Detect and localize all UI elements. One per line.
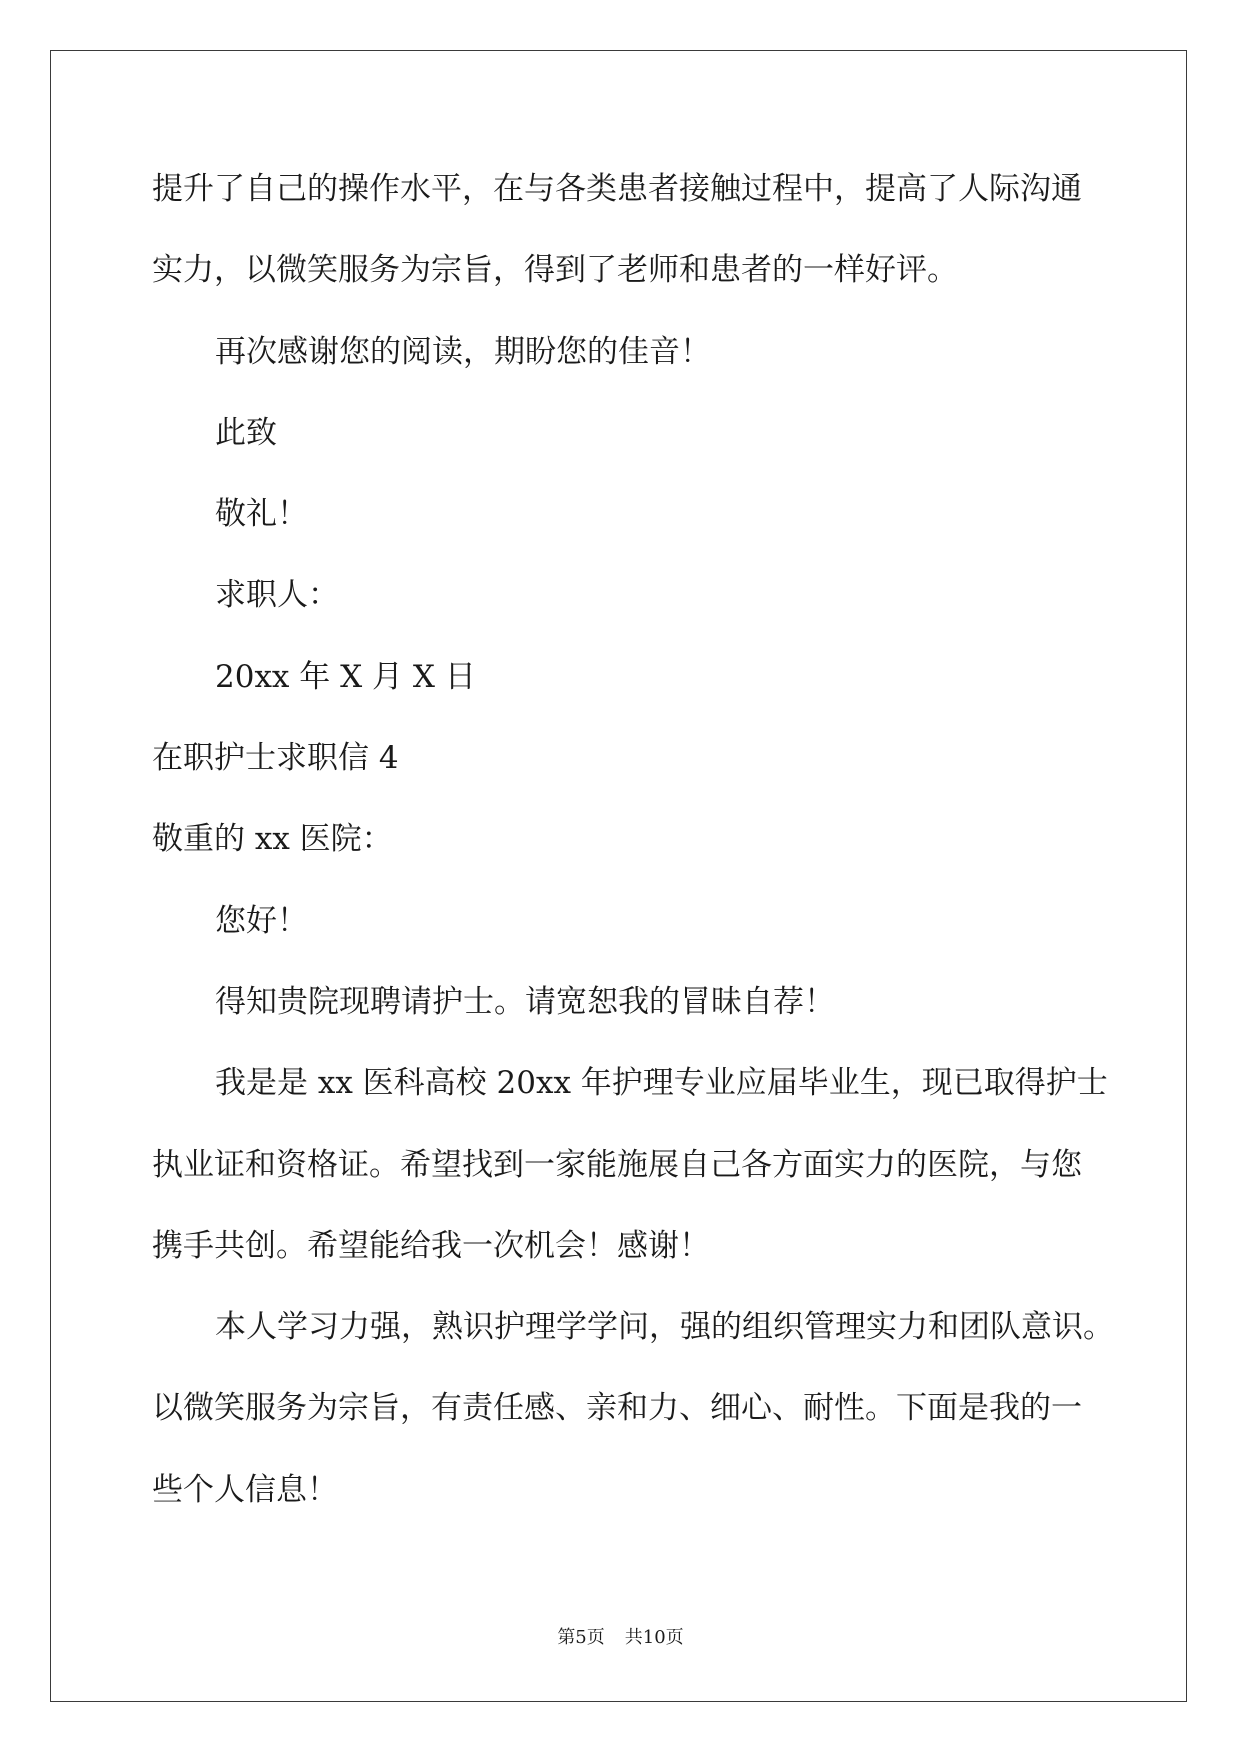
closing-thanks: 再次感谢您的阅读，期盼您的佳音！ [215, 333, 711, 370]
date-line: 20xx 年 X 月 X 日 [215, 658, 476, 695]
page-number: 第5页 [557, 1627, 605, 1648]
body-line: 些个人信息！ [152, 1471, 338, 1508]
greeting-line: 您好！ [215, 902, 308, 939]
page-total: 共10页 [624, 1627, 684, 1648]
recipient-line: 敬重的 xx 医院： [152, 821, 393, 858]
body-line: 我是是 xx 医科高校 20xx 年护理专业应届毕业生，现已取得护士 [215, 1065, 1108, 1102]
page-footer [0, 1626, 1241, 1650]
body-line: 以微笑服务为宗旨，有责任感、亲和力、细心、耐性。下面是我的一 [152, 1390, 1082, 1427]
body-line: 携手共创。希望能给我一次机会！感谢！ [152, 1227, 710, 1264]
signature-line: 求职人： [215, 577, 339, 614]
body-line: 得知贵院现聘请护士。请宽恕我的冒昧自荐！ [215, 983, 835, 1020]
section-title: 在职护士求职信 4 [152, 740, 399, 777]
salutation-line: 此致 [215, 414, 277, 451]
document-body [152, 149, 1152, 1531]
body-line: 本人学习力强，熟识护理学学问，强的组织管理实力和团队意识。 [215, 1309, 1114, 1346]
salutation-line: 敬礼！ [215, 496, 308, 533]
body-line: 提升了自己的操作水平，在与各类患者接触过程中，提高了人际沟通 [152, 171, 1082, 207]
body-line: 执业证和资格证。希望找到一家能施展自己各方面实力的医院，与您 [152, 1146, 1082, 1183]
body-line: 实力，以微笑服务为宗旨，得到了老师和患者的一样好评。 [152, 252, 958, 289]
